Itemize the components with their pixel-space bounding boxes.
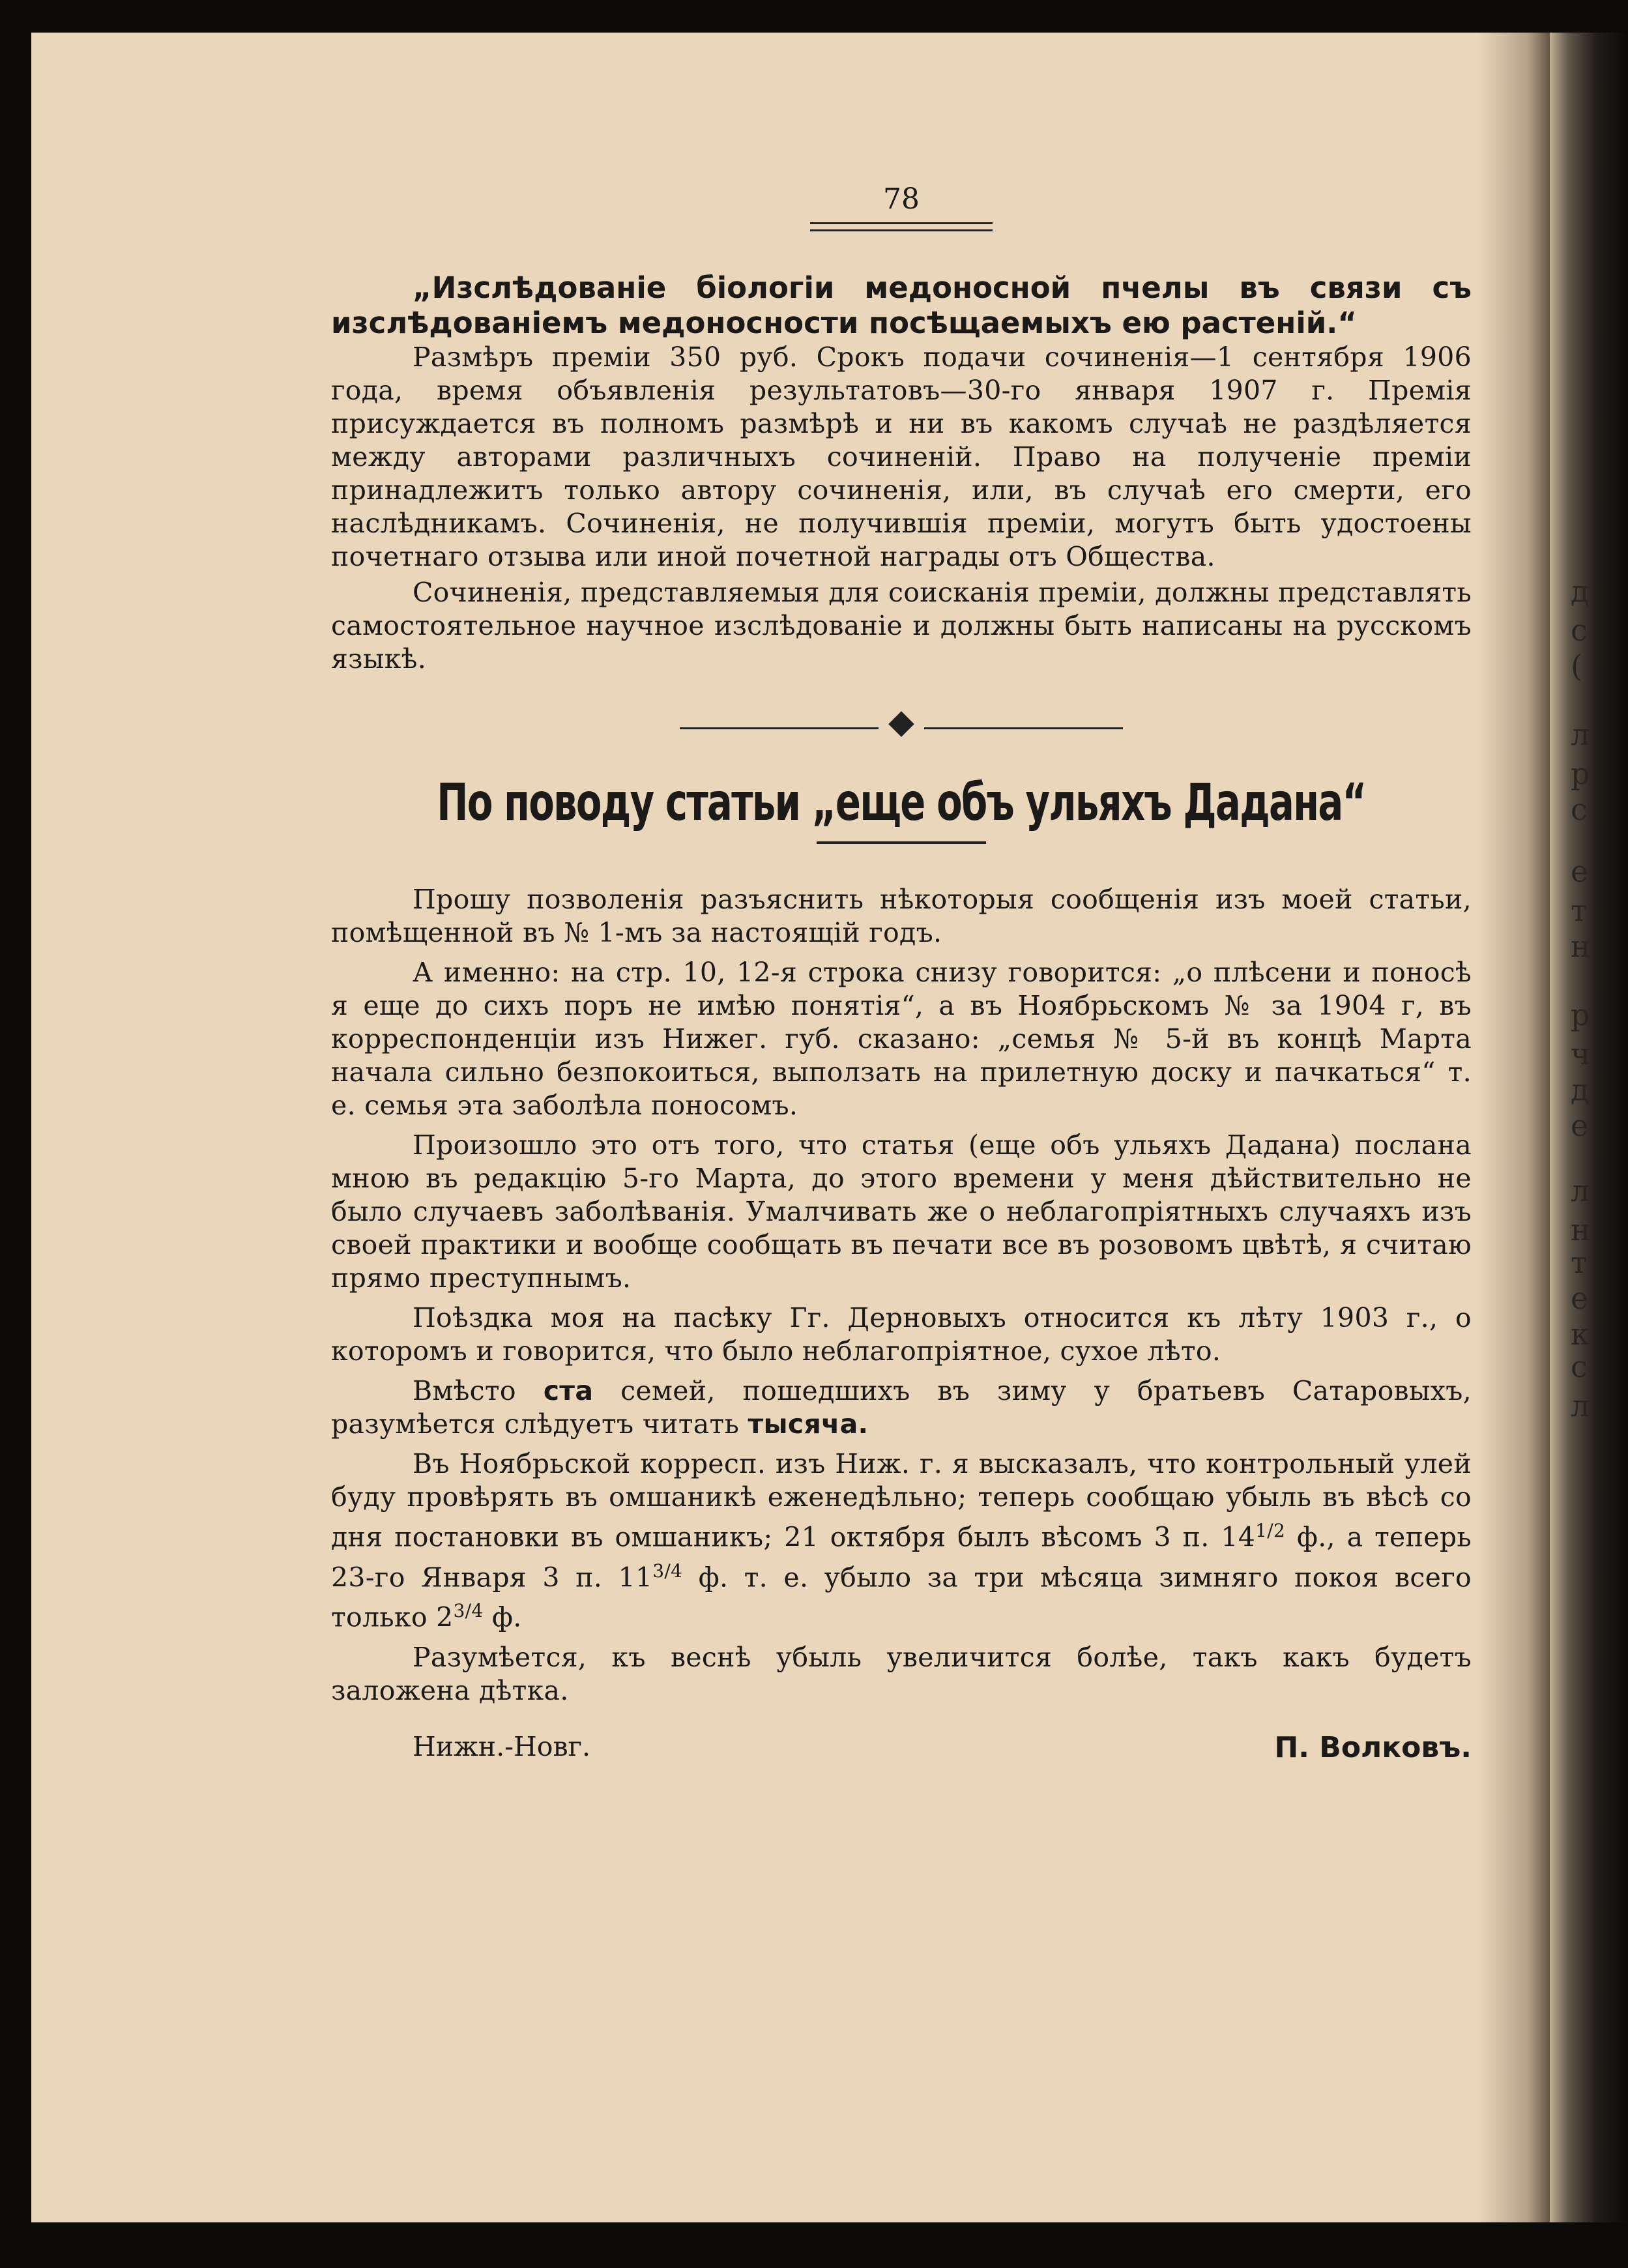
signature-name: П. Волковъ. xyxy=(1274,1730,1472,1764)
adjacent-page-letter: с xyxy=(1571,792,1588,827)
fraction-2: 3/4 xyxy=(652,1560,683,1582)
article-heading: По поводу статьи „еще объ ульяхъ Дадана“ xyxy=(437,774,1366,832)
adjacent-page-letter: л xyxy=(1571,1388,1590,1423)
adjacent-page-letter: т xyxy=(1571,893,1588,928)
article-paragraph-4: Поѣздка моя на пасѣку Гг. Дерновыхъ относится къ лѣту 1903 г., о которомъ и говорится, что было неблагопріятное, сухое лѣто. xyxy=(331,1302,1472,1367)
adjacent-page-letter: к xyxy=(1571,1316,1590,1352)
page-content xyxy=(331,182,1472,1764)
adjacent-page-letter: л xyxy=(1571,717,1590,752)
heading-rule xyxy=(817,841,986,844)
article-paragraph-1: Прошу позволенія разъяснить нѣкоторыя сообщенія изъ моей статьи, помѣщенной въ № 1-мъ за настоящій годъ. xyxy=(331,884,1472,948)
adjacent-page-letter: р xyxy=(1571,756,1590,791)
adjacent-page-letter: л xyxy=(1571,1173,1590,1208)
emphasis-sta: ста xyxy=(543,1375,594,1406)
adjacent-page-letter: ( xyxy=(1571,648,1582,684)
article-paragraph-5: Вмѣсто ста семей, пошедшихъ въ зиму у братьевъ Сатаровыхъ, разумѣется слѣдуетъ читать тысяча. xyxy=(331,1375,1472,1440)
adjacent-page-letter: е xyxy=(1571,1281,1589,1316)
adjacent-page-letter: д xyxy=(1571,1072,1590,1107)
ornamental-divider xyxy=(680,721,1123,734)
adjacent-page-letter: с xyxy=(1571,613,1588,648)
fraction-1: 1/2 xyxy=(1255,1520,1286,1541)
adjacent-page-letter: д xyxy=(1571,574,1590,609)
prize-paragraph-2: Сочиненія, представляемыя для соисканія преміи, должны представлять самостоятельное научное изслѣдованіе и должны быть написаны на русскомъ языкѣ. xyxy=(331,577,1472,675)
adjacent-page-letter: т xyxy=(1571,1245,1588,1280)
spine-shadow xyxy=(1478,33,1550,2222)
page-number: 78 xyxy=(883,182,920,216)
double-rule xyxy=(810,222,993,231)
prize-paragraph-1: Размѣръ преміи 350 руб. Срокъ подачи сочиненія—1 сентября 1906 года, время объявленія результатовъ—30-го января 1907 г. Премія присуждается въ полномъ размѣрѣ и ни въ какомъ случаѣ не раздѣляется между авторами различныхъ сочиненій. Право на полученіе преміи принадлежитъ только автору сочиненія, или, въ случаѣ его смерти, его наслѣдникамъ. Сочиненія, не получившія преміи, могутъ быть удостоены почетнаго отзыва или иной почетной награды отъ Общества. xyxy=(331,342,1472,572)
article-paragraph-3: Произошло это отъ того, что статья (еще объ ульяхъ Дадана) послана мною въ редакцію 5-го Марта, до этого времени у меня дѣйствительно не было случаевъ заболѣванія. Умалчивать же о неблагопріятныхъ случаяхъ изъ своей практики и вообще сообщать въ печати все въ розовомъ цвѣтѣ, я считаю прямо преступнымъ. xyxy=(331,1129,1472,1294)
adjacent-page-letter: с xyxy=(1571,1349,1588,1384)
adjacent-page-letter: е xyxy=(1571,854,1589,889)
article-paragraph-7: Разумѣется, къ веснѣ убыль увеличится болѣе, такъ какъ будетъ заложена дѣтка. xyxy=(331,1641,1472,1706)
adjacent-page-letter: е xyxy=(1571,1108,1589,1143)
emphasis-tysyacha: тысяча. xyxy=(748,1408,869,1440)
adjacent-page-letter: р xyxy=(1571,997,1590,1032)
adjacent-page-letter: ч xyxy=(1571,1036,1591,1071)
signature-row xyxy=(331,1731,1472,1764)
adjacent-page-letter: н xyxy=(1571,1212,1591,1247)
fraction-3: 3/4 xyxy=(453,1600,484,1622)
prize-title: „Изслѣдованіе біологіи медоносной пчелы въ связи съ изслѣдованіемъ медоносности посѣщаемыхъ ею растеній.“ xyxy=(331,270,1472,340)
adjacent-page-letter: н xyxy=(1571,929,1591,964)
article-paragraph-6: Въ Ноябрьской корресп. изъ Ниж. г. я высказалъ, что контрольный улей буду провѣрять въ омшаникѣ еженедѣльно; теперь сообщаю убыль въ вѣсѣ со дня постановки въ омшаникъ; 21 октября былъ вѣсомъ 3 п. $14^{1/2}$ ф., а теперь 23-го Января 3 п. $11^{3/4}$ ф. т. е. убыло за три мѣсяца зимняго покоя всего только $2^{3/4}$ ф. xyxy=(331,1448,1472,1633)
article-paragraph-2: А именно: на стр. 10, 12-я строка снизу говорится: „о плѣсени и поносѣ я еще до сихъ поръ не имѣю понятія“, а въ Ноябрьскомъ № за 1904 г, въ корреспонденціи изъ Нижег. губ. сказано: „семья № 5-й въ концѣ Марта начала сильно безпокоиться, выползать на прилетную доску и пачкаться“ т. е. семья эта заболѣла поносомъ. xyxy=(331,957,1472,1121)
signature-place: Нижн.-Новг. xyxy=(413,1730,591,1762)
